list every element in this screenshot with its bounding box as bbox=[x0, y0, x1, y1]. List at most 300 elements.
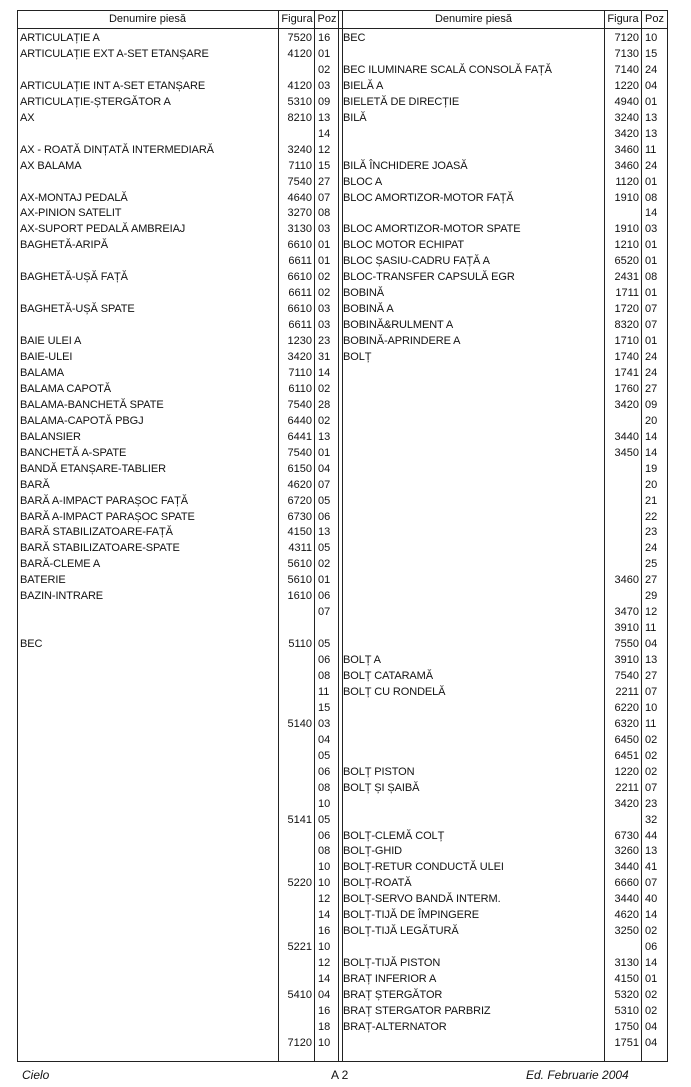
position-number: 29 bbox=[645, 590, 658, 603]
table-row bbox=[0, 143, 691, 159]
part-name: AX BALAMA bbox=[20, 159, 82, 172]
figure-number: 5110 bbox=[288, 638, 312, 651]
figure-number: 3910 bbox=[614, 622, 639, 635]
part-name: BLOC AMORTIZOR-MOTOR FAȚĂ bbox=[343, 191, 514, 204]
position-number: 24 bbox=[645, 351, 658, 363]
part-name: BOLȚ-TIJĂ DE ÎMPINGERE bbox=[343, 909, 479, 922]
header-name-right: Denumire piesă bbox=[434, 13, 513, 25]
position-number: 06 bbox=[318, 829, 331, 842]
figure-number: 4150 bbox=[614, 973, 639, 986]
position-number: 02 bbox=[645, 925, 658, 938]
table-row bbox=[0, 462, 691, 478]
table-header bbox=[17, 10, 668, 29]
position-number: 10 bbox=[318, 1036, 331, 1049]
table-row bbox=[0, 653, 691, 669]
table-row bbox=[0, 63, 691, 79]
position-number: 11 bbox=[318, 685, 330, 698]
table-row bbox=[0, 781, 691, 797]
position-number: 08 bbox=[645, 191, 658, 204]
figure-number: 1751 bbox=[614, 1036, 639, 1049]
figure-number: 4150 bbox=[287, 526, 312, 539]
position-number: 10 bbox=[645, 701, 658, 714]
position-number: 08 bbox=[318, 781, 331, 794]
figure-number: 7520 bbox=[287, 32, 312, 44]
position-number: 01 bbox=[645, 255, 658, 268]
position-number: 22 bbox=[645, 510, 658, 523]
position-number: 07 bbox=[645, 303, 658, 316]
position-number: 01 bbox=[645, 335, 658, 348]
figure-number: 6660 bbox=[614, 877, 639, 890]
position-number: 03 bbox=[318, 79, 331, 92]
figure-number: 1711 bbox=[615, 287, 639, 300]
table-row bbox=[0, 972, 691, 988]
position-number: 02 bbox=[645, 765, 658, 778]
position-number: 14 bbox=[318, 973, 331, 986]
figure-number: 1230 bbox=[287, 335, 312, 348]
figure-number: 3440 bbox=[614, 861, 639, 874]
table-row bbox=[0, 47, 691, 63]
position-number: 07 bbox=[645, 877, 658, 890]
part-name: BRAȚ INFERIOR A bbox=[343, 973, 437, 986]
figure-number: 6611 bbox=[288, 255, 312, 268]
figure-number: 7540 bbox=[287, 446, 312, 459]
table-row bbox=[0, 318, 691, 334]
table-row bbox=[0, 637, 691, 653]
header-poz-left: Poz bbox=[317, 13, 337, 25]
figure-number: 2211 bbox=[615, 781, 639, 794]
position-number: 09 bbox=[318, 95, 331, 108]
position-number: 07 bbox=[645, 685, 658, 698]
figure-number: 5410 bbox=[287, 989, 312, 1001]
part-name: BRAȚ-ALTERNATOR bbox=[343, 1020, 447, 1033]
position-number: 12 bbox=[645, 606, 658, 619]
part-name: BAZIN-INTRARE bbox=[20, 590, 104, 603]
part-name: BALANSIER bbox=[20, 430, 81, 443]
position-number: 07 bbox=[645, 319, 658, 332]
figure-number: 5310 bbox=[287, 95, 312, 108]
figure-number: 1760 bbox=[614, 382, 639, 395]
position-number: 14 bbox=[645, 957, 658, 970]
part-name: BOBINĂ-APRINDERE A bbox=[343, 335, 461, 348]
position-number: 01 bbox=[318, 255, 331, 268]
position-number: 01 bbox=[645, 973, 658, 986]
figure-number: 3460 bbox=[614, 159, 639, 172]
table-row bbox=[0, 1004, 691, 1020]
part-name: ARTICULAȚIE EXT A-SET ETANȘARE bbox=[20, 47, 209, 60]
part-name: BRAȚ ȘTERGĂTOR bbox=[343, 989, 443, 1001]
part-name: BAGHETĂ-ARIPĂ bbox=[20, 239, 108, 252]
figure-number: 1210 bbox=[614, 239, 639, 252]
position-number: 07 bbox=[645, 781, 658, 794]
header-fig-left: Figura bbox=[281, 13, 313, 25]
position-number: 03 bbox=[318, 223, 331, 236]
figure-number: 6730 bbox=[614, 829, 639, 842]
part-name: AX-PINION SATELIT bbox=[20, 207, 122, 220]
part-name: BARĂ STABILIZATOARE-SPATE bbox=[20, 542, 180, 555]
figure-number: 6441 bbox=[287, 430, 312, 443]
position-number: 06 bbox=[318, 510, 331, 523]
figure-number: 7540 bbox=[287, 175, 312, 188]
figure-number: 6450 bbox=[614, 733, 639, 746]
table-row bbox=[0, 605, 691, 621]
figure-number: 4620 bbox=[614, 909, 639, 922]
position-number: 13 bbox=[318, 430, 331, 443]
position-number: 31 bbox=[318, 351, 331, 363]
position-number: 14 bbox=[318, 366, 331, 379]
figure-number: 7110 bbox=[288, 159, 312, 172]
part-name: BOLȚ-TIJĂ LEGĂTURĂ bbox=[343, 925, 459, 938]
position-number: 01 bbox=[318, 446, 331, 459]
position-number: 27 bbox=[318, 175, 331, 188]
position-number: 03 bbox=[645, 223, 658, 236]
position-number: 24 bbox=[645, 159, 658, 172]
footer-edition: Ed. Februarie 2004 bbox=[526, 1068, 629, 1082]
position-number: 20 bbox=[645, 414, 658, 427]
figure-number: 6150 bbox=[287, 462, 312, 475]
position-number: 13 bbox=[645, 654, 658, 667]
part-name: BOLȚ ȘI ȘAIBĂ bbox=[343, 781, 420, 794]
figure-number: 1120 bbox=[615, 175, 639, 188]
position-number: 06 bbox=[318, 765, 331, 778]
position-number: 03 bbox=[318, 717, 331, 730]
figure-number: 3460 bbox=[614, 574, 639, 587]
figure-number: 6611 bbox=[288, 287, 312, 300]
figure-number: 4120 bbox=[287, 47, 312, 60]
position-number: 14 bbox=[318, 909, 331, 922]
part-name: BLOC ȘASIU-CADRU FAȚĂ A bbox=[343, 255, 490, 268]
table-row bbox=[0, 159, 691, 175]
position-number: 05 bbox=[318, 638, 331, 651]
table-row bbox=[0, 797, 691, 813]
figure-number: 1610 bbox=[287, 590, 312, 603]
table-row bbox=[0, 334, 691, 350]
position-number: 12 bbox=[318, 893, 331, 906]
position-number: 07 bbox=[318, 478, 331, 491]
position-number: 01 bbox=[318, 574, 331, 587]
table-row bbox=[0, 302, 691, 318]
figure-number: 3420 bbox=[287, 351, 312, 363]
figure-number: 3460 bbox=[614, 143, 639, 156]
table-row bbox=[0, 557, 691, 573]
table-row bbox=[0, 414, 691, 430]
position-number: 02 bbox=[318, 414, 331, 427]
part-name: BOLȚ-RETUR CONDUCTĂ ULEI bbox=[343, 861, 504, 874]
figure-number: 7120 bbox=[614, 32, 639, 44]
part-name: BALAMA-BANCHETĂ SPATE bbox=[20, 398, 164, 411]
position-number: 16 bbox=[318, 32, 331, 44]
figure-number: 3240 bbox=[614, 111, 639, 124]
part-name: ARTICULAȚIE A bbox=[20, 32, 100, 44]
part-name: BALAMA bbox=[20, 366, 65, 379]
position-number: 40 bbox=[645, 893, 658, 906]
position-number: 10 bbox=[645, 32, 658, 44]
figure-number: 2431 bbox=[614, 271, 639, 284]
table-row bbox=[0, 510, 691, 526]
table-row bbox=[0, 892, 691, 908]
figure-number: 3260 bbox=[614, 845, 639, 858]
position-number: 02 bbox=[318, 63, 331, 76]
figure-number: 3130 bbox=[287, 223, 312, 236]
figure-number: 6730 bbox=[287, 510, 312, 523]
footer-model: Cielo bbox=[22, 1068, 50, 1082]
position-number: 11 bbox=[645, 622, 657, 635]
header-poz-right: Poz bbox=[645, 13, 664, 25]
table-row bbox=[0, 430, 691, 446]
figure-number: 1740 bbox=[614, 351, 639, 363]
table-row bbox=[0, 717, 691, 733]
position-number: 28 bbox=[318, 398, 331, 411]
position-number: 02 bbox=[318, 382, 331, 395]
table-row bbox=[0, 95, 691, 111]
part-name: BIELETĂ DE DIRECȚIE bbox=[343, 95, 460, 108]
table-row bbox=[0, 382, 691, 398]
position-number: 04 bbox=[645, 79, 658, 92]
table-row bbox=[0, 127, 691, 143]
figure-number: 3420 bbox=[614, 127, 639, 140]
table-row bbox=[0, 222, 691, 238]
position-number: 13 bbox=[318, 111, 331, 124]
position-number: 10 bbox=[318, 877, 331, 890]
figure-number: 1741 bbox=[614, 366, 639, 379]
table-row bbox=[0, 31, 691, 47]
figure-number: 6440 bbox=[287, 414, 312, 427]
figure-number: 6520 bbox=[614, 255, 639, 268]
position-number: 13 bbox=[318, 526, 331, 539]
position-number: 15 bbox=[318, 701, 331, 714]
table-row bbox=[0, 908, 691, 924]
position-number: 04 bbox=[645, 638, 658, 651]
figure-number: 5140 bbox=[287, 717, 312, 730]
part-name: BALAMA CAPOTĂ bbox=[20, 382, 112, 395]
part-name: AX bbox=[20, 111, 35, 124]
position-number: 01 bbox=[318, 47, 331, 60]
part-name: AX-MONTAJ PEDALĂ bbox=[20, 191, 128, 204]
table-row bbox=[0, 494, 691, 510]
position-number: 03 bbox=[318, 303, 331, 316]
position-number: 02 bbox=[318, 558, 331, 571]
figure-number: 3240 bbox=[287, 143, 312, 156]
position-number: 01 bbox=[318, 239, 331, 252]
part-name: BOLȚ-ROATĂ bbox=[343, 877, 412, 890]
position-number: 02 bbox=[645, 1004, 658, 1017]
position-number: 11 bbox=[645, 143, 657, 156]
table-row bbox=[0, 733, 691, 749]
table-row bbox=[0, 350, 691, 366]
figure-number: 1220 bbox=[614, 79, 639, 92]
part-name: BOLȚ-GHID bbox=[343, 845, 402, 858]
figure-number: 1910 bbox=[614, 191, 639, 204]
position-number: 15 bbox=[645, 47, 658, 60]
table-row bbox=[0, 1036, 691, 1052]
position-number: 10 bbox=[318, 797, 331, 810]
position-number: 08 bbox=[318, 670, 331, 682]
position-number: 02 bbox=[318, 287, 331, 300]
header-name-left: Denumire piesă bbox=[108, 13, 187, 25]
position-number: 27 bbox=[645, 670, 658, 682]
position-number: 24 bbox=[645, 63, 658, 76]
position-number: 02 bbox=[645, 989, 658, 1001]
table-row bbox=[0, 988, 691, 1004]
table-row bbox=[0, 79, 691, 95]
part-name: BEC bbox=[343, 32, 366, 44]
position-number: 21 bbox=[645, 494, 658, 507]
figure-number: 6611 bbox=[288, 319, 312, 332]
table-row bbox=[0, 813, 691, 829]
part-name: BANCHETĂ A-SPATE bbox=[20, 446, 127, 459]
position-number: 27 bbox=[645, 382, 658, 395]
part-name: BOBINĂ A bbox=[343, 303, 394, 316]
part-name: BOLȚ CU RONDELĂ bbox=[343, 685, 446, 698]
position-number: 23 bbox=[318, 335, 331, 348]
position-number: 05 bbox=[318, 542, 331, 555]
position-number: 04 bbox=[645, 1020, 658, 1033]
figure-number: 3450 bbox=[614, 446, 639, 459]
position-number: 08 bbox=[318, 207, 331, 220]
position-number: 24 bbox=[645, 366, 658, 379]
part-name: BOLȚ bbox=[343, 351, 372, 363]
part-name: BOLȚ CATARAMĂ bbox=[343, 670, 433, 682]
part-name: BOBINĂ bbox=[343, 287, 384, 300]
part-name: BLOC AMORTIZOR-MOTOR SPATE bbox=[343, 223, 521, 236]
part-name: BOLȚ-TIJĂ PISTON bbox=[343, 957, 441, 970]
figure-number: 3470 bbox=[614, 606, 639, 619]
part-name: BLOC A bbox=[343, 175, 383, 188]
part-name: BOBINĂ&RULMENT A bbox=[343, 319, 454, 332]
position-number: 02 bbox=[318, 271, 331, 284]
position-number: 13 bbox=[645, 127, 658, 140]
part-name: BAGHETĂ-UȘĂ FAȚĂ bbox=[20, 271, 128, 284]
figure-number: 3130 bbox=[614, 957, 639, 970]
position-number: 04 bbox=[318, 989, 331, 1001]
table-row bbox=[0, 573, 691, 589]
position-number: 16 bbox=[318, 925, 331, 938]
figure-number: 5320 bbox=[614, 989, 639, 1001]
table-row bbox=[0, 876, 691, 892]
position-number: 44 bbox=[645, 829, 658, 842]
table-row bbox=[0, 860, 691, 876]
part-name: BARĂ STABILIZATOARE-FAȚĂ bbox=[20, 526, 173, 539]
table-row bbox=[0, 924, 691, 940]
position-number: 04 bbox=[645, 1036, 658, 1049]
part-name: BIELĂ A bbox=[343, 79, 384, 92]
figure-number: 6720 bbox=[287, 494, 312, 507]
part-name: BLOC-TRANSFER CAPSULĂ EGR bbox=[343, 271, 515, 284]
figure-number: 8210 bbox=[287, 111, 312, 124]
figure-number: 2211 bbox=[615, 685, 639, 698]
figure-number: 6610 bbox=[287, 303, 312, 316]
figure-number: 7140 bbox=[614, 63, 639, 76]
footer-page: A 2 bbox=[331, 1068, 349, 1082]
part-name: BOLȚ A bbox=[343, 654, 381, 667]
table-row bbox=[0, 589, 691, 605]
table-row bbox=[0, 398, 691, 414]
part-name: BOLȚ-CLEMĂ COLȚ bbox=[343, 829, 445, 842]
position-number: 01 bbox=[645, 239, 658, 252]
part-name: AX - ROATĂ DINȚATĂ INTERMEDIARĂ bbox=[20, 143, 214, 156]
position-number: 11 bbox=[645, 717, 657, 730]
position-number: 08 bbox=[318, 845, 331, 858]
part-name: BANDĂ ETANȘARE-TABLIER bbox=[20, 462, 166, 475]
position-number: 16 bbox=[318, 1004, 331, 1017]
figure-number: 3270 bbox=[287, 207, 312, 220]
position-number: 05 bbox=[318, 813, 331, 826]
figure-number: 3250 bbox=[614, 925, 639, 938]
figure-number: 4940 bbox=[614, 95, 639, 108]
position-number: 13 bbox=[645, 111, 658, 124]
part-name: BEC ILUMINARE SCALĂ CONSOLĂ FAȚĂ bbox=[343, 63, 552, 76]
part-name: BAIE ULEI A bbox=[20, 335, 82, 348]
position-number: 23 bbox=[645, 797, 658, 810]
position-number: 06 bbox=[645, 941, 658, 954]
figure-number: 6320 bbox=[614, 717, 639, 730]
table-row bbox=[0, 685, 691, 701]
position-number: 05 bbox=[318, 749, 331, 762]
figure-number: 7550 bbox=[614, 638, 639, 651]
part-name: BAIE-ULEI bbox=[20, 351, 73, 363]
part-name: ARTICULAȚIE-ȘTERGĂTOR A bbox=[20, 95, 171, 108]
position-number: 23 bbox=[645, 526, 658, 539]
position-number: 41 bbox=[645, 861, 658, 874]
table-row bbox=[0, 940, 691, 956]
position-number: 14 bbox=[645, 207, 658, 220]
part-name: BARĂ bbox=[20, 478, 50, 491]
table-row bbox=[0, 478, 691, 494]
figure-number: 1750 bbox=[614, 1020, 639, 1033]
position-number: 12 bbox=[318, 143, 331, 156]
table-row bbox=[0, 765, 691, 781]
table-row bbox=[0, 749, 691, 765]
part-name: BILĂ ÎNCHIDERE JOASĂ bbox=[343, 159, 468, 172]
figure-number: 1710 bbox=[614, 335, 639, 348]
part-name: BLOC MOTOR ECHIPAT bbox=[343, 239, 465, 252]
position-number: 20 bbox=[645, 478, 658, 491]
position-number: 01 bbox=[645, 95, 658, 108]
position-number: 25 bbox=[645, 558, 658, 571]
position-number: 02 bbox=[645, 733, 658, 746]
header-fig-right: Figura bbox=[607, 13, 639, 25]
figure-number: 4311 bbox=[288, 542, 312, 555]
part-name: BARĂ A-IMPACT PARAȘOC SPATE bbox=[20, 510, 195, 523]
position-number: 01 bbox=[645, 175, 658, 188]
position-number: 12 bbox=[318, 957, 331, 970]
table-row bbox=[0, 366, 691, 382]
position-number: 01 bbox=[645, 287, 658, 300]
position-number: 24 bbox=[645, 542, 658, 555]
figure-number: 3440 bbox=[614, 893, 639, 906]
part-name: BRAȚ STERGATOR PARBRIZ bbox=[343, 1004, 491, 1017]
position-number: 05 bbox=[318, 494, 331, 507]
figure-number: 6110 bbox=[288, 382, 312, 395]
figure-number: 5221 bbox=[287, 941, 312, 954]
figure-number: 8320 bbox=[614, 319, 639, 332]
table-row bbox=[0, 701, 691, 717]
position-number: 06 bbox=[318, 654, 331, 667]
table-row bbox=[0, 270, 691, 286]
figure-number: 7110 bbox=[288, 366, 312, 379]
figure-number: 7540 bbox=[287, 398, 312, 411]
table-row bbox=[0, 525, 691, 541]
part-name: BOLȚ PISTON bbox=[343, 765, 415, 778]
position-number: 07 bbox=[318, 606, 331, 619]
figure-number: 6451 bbox=[614, 749, 639, 762]
position-number: 14 bbox=[318, 127, 331, 140]
part-name: BARĂ-CLEME A bbox=[20, 558, 101, 571]
figure-number: 7540 bbox=[614, 670, 639, 682]
figure-number: 6220 bbox=[614, 701, 639, 714]
figure-number: 5141 bbox=[287, 813, 312, 826]
position-number: 10 bbox=[318, 941, 331, 954]
position-number: 10 bbox=[318, 861, 331, 874]
